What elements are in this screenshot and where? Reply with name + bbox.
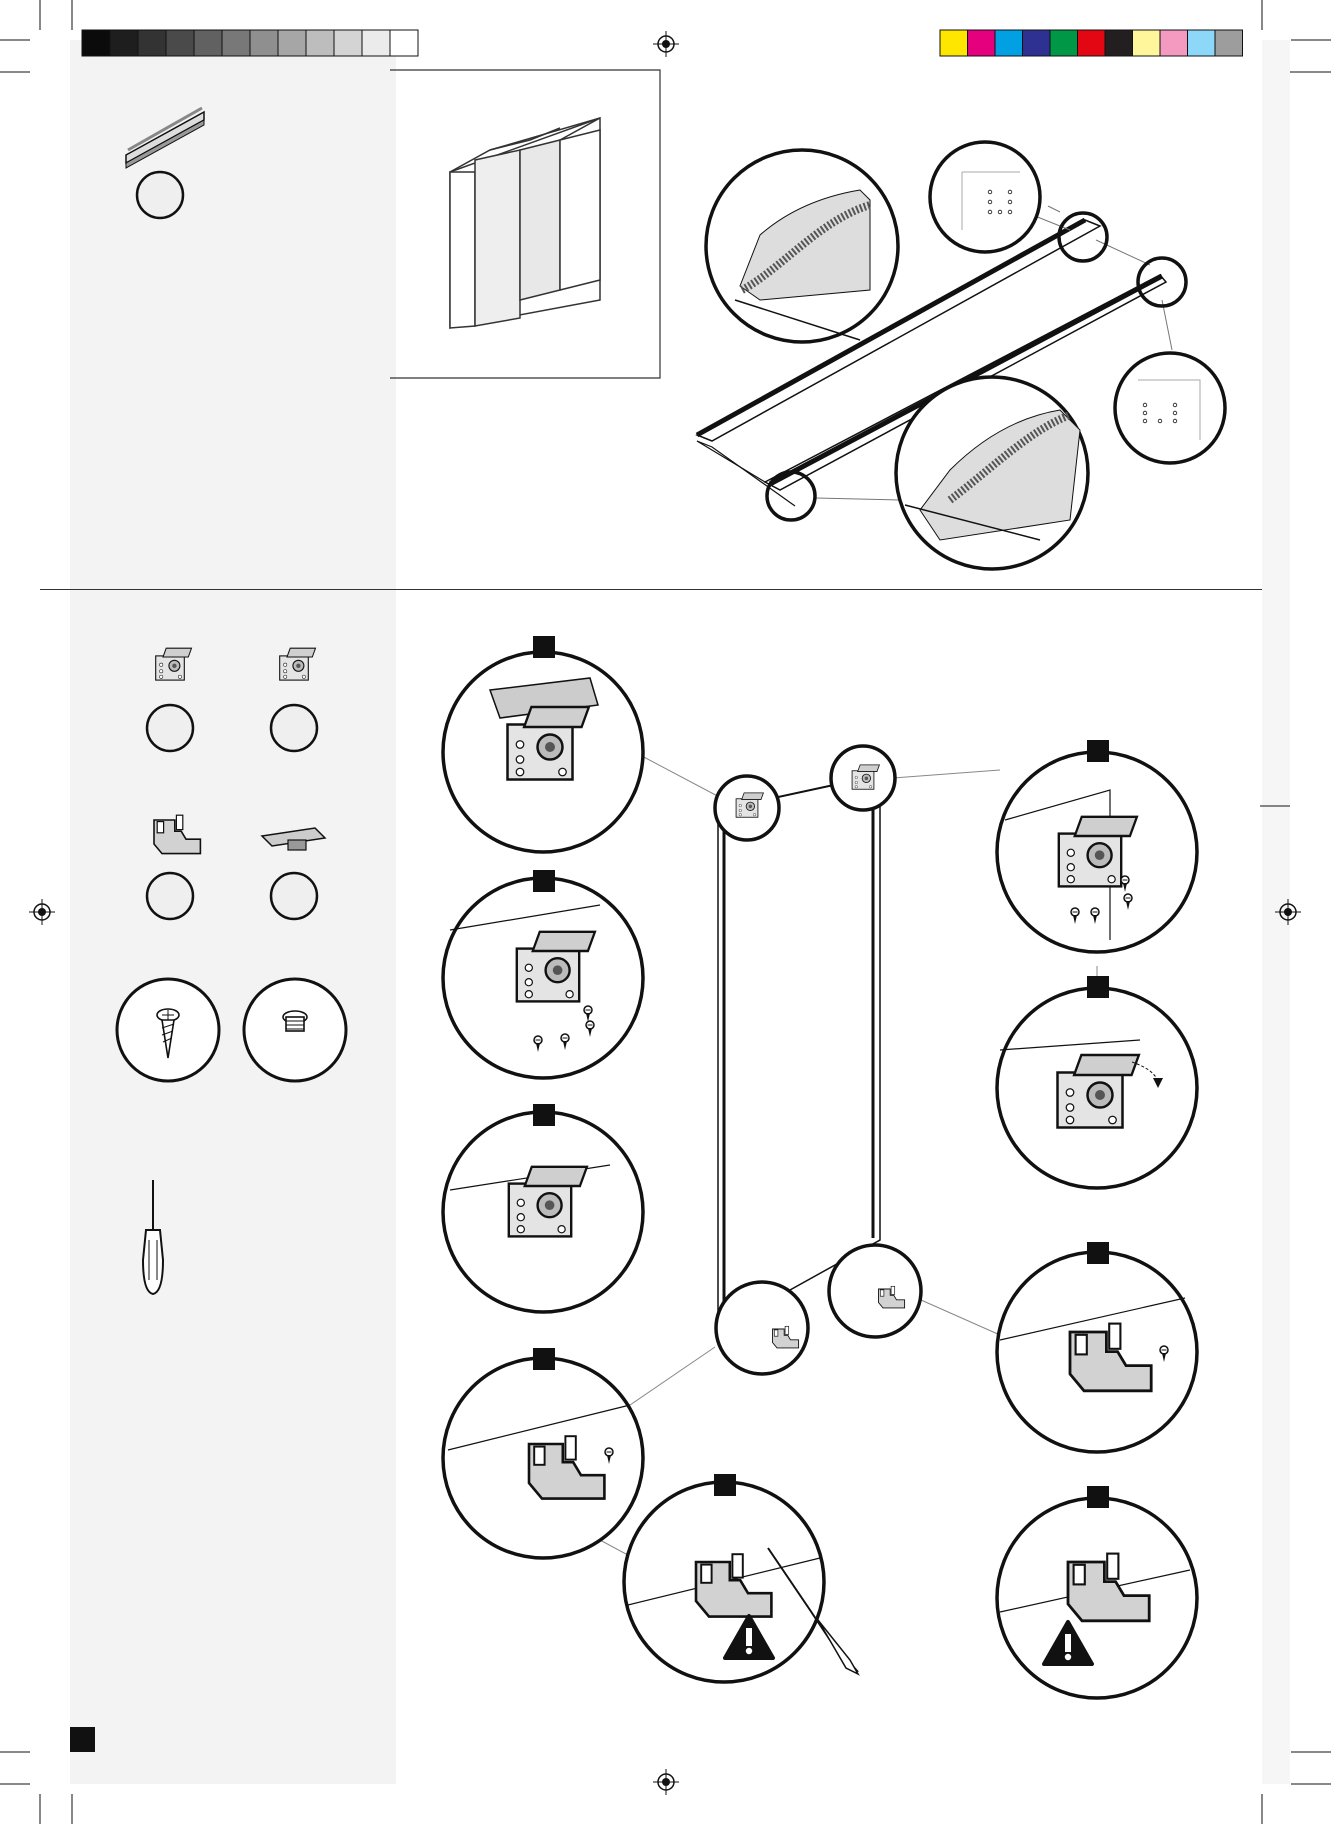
detail-roller-top-left — [443, 652, 643, 852]
detail-guide-screwdriver — [624, 1482, 858, 1682]
color-swatch — [222, 30, 250, 56]
color-swatch — [968, 30, 996, 56]
color-swatch — [1188, 30, 1216, 56]
grayscale-bar — [82, 30, 418, 56]
step-marker — [1087, 976, 1109, 998]
detail-roller-adjust-right — [997, 988, 1197, 1188]
bottom-guide-icon — [154, 815, 200, 853]
detail-roller-mount-right — [997, 752, 1197, 952]
crosshair-target-icon — [653, 31, 679, 57]
step-marker — [1087, 1486, 1109, 1508]
color-swatch — [1078, 30, 1106, 56]
top-guide-plate-icon — [262, 828, 325, 850]
step-marker — [533, 1348, 555, 1370]
step-marker — [1087, 1242, 1109, 1264]
color-swatch — [1133, 30, 1161, 56]
part-count-circle — [137, 172, 183, 218]
screwdriver-icon — [143, 1180, 163, 1294]
color-swatch — [390, 30, 418, 56]
color-swatch — [1023, 30, 1051, 56]
crosshair-target-icon — [653, 1769, 679, 1795]
top-roller-right-icon — [280, 648, 316, 680]
part-count-circle — [147, 705, 193, 751]
color-swatch — [995, 30, 1023, 56]
color-swatch — [334, 30, 362, 56]
wardrobe-isometric-icon — [390, 70, 660, 378]
color-swatch — [1050, 30, 1078, 56]
step-marker — [533, 1104, 555, 1126]
step-marker — [533, 636, 555, 658]
wood-screw-icon — [117, 979, 219, 1081]
color-swatch — [194, 30, 222, 56]
detail-guide-left — [443, 1358, 643, 1558]
machine-screw-icon — [244, 979, 346, 1081]
step-marker — [714, 1474, 736, 1496]
color-swatch — [138, 30, 166, 56]
color-swatch — [306, 30, 334, 56]
color-swatch — [1105, 30, 1133, 56]
top-roller-left-icon — [156, 648, 192, 680]
detail-guide-right — [997, 1252, 1197, 1452]
crosshair-target-icon — [1275, 899, 1301, 925]
color-swatch — [82, 30, 110, 56]
part-count-circle — [271, 873, 317, 919]
hole-pattern-icon — [1115, 353, 1225, 463]
brush-detail-icon — [706, 150, 898, 342]
color-swatch — [110, 30, 138, 56]
brush-detail-icon — [896, 377, 1088, 569]
detail-roller-adjust-left — [443, 1112, 643, 1312]
zoom-marker — [829, 1245, 921, 1337]
page-corner-marker — [70, 1727, 95, 1752]
color-swatch — [166, 30, 194, 56]
color-swatch — [1160, 30, 1188, 56]
color-swatch — [278, 30, 306, 56]
step-marker — [533, 870, 555, 892]
color-swatch — [362, 30, 390, 56]
color-swatch — [250, 30, 278, 56]
color-bar — [940, 30, 1243, 56]
zoom-marker — [716, 1282, 808, 1374]
hole-pattern-icon — [930, 142, 1040, 252]
door-panel — [718, 775, 880, 1330]
step-marker — [1087, 740, 1109, 762]
part-count-circle — [271, 705, 317, 751]
part-count-circle — [147, 873, 193, 919]
crosshair-target-icon — [29, 899, 55, 925]
detail-guide-right-warning — [997, 1498, 1197, 1698]
brush-strip-icon — [126, 108, 204, 168]
color-swatch — [1215, 30, 1243, 56]
detail-roller-mount-left — [443, 878, 643, 1078]
color-swatch — [940, 30, 968, 56]
